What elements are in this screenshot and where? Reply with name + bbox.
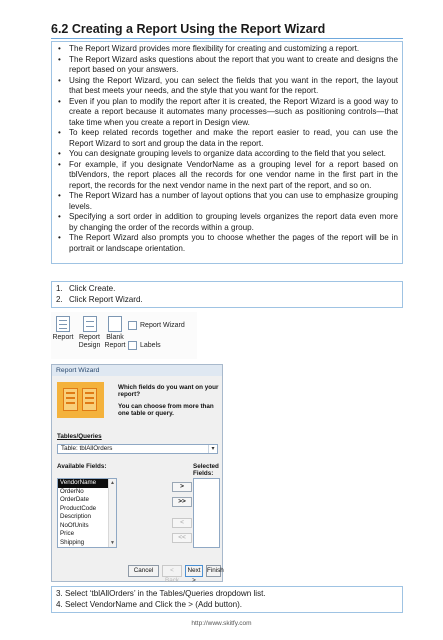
banner-sheet-icon: [63, 388, 78, 411]
bullet-box: [51, 41, 403, 264]
footer-url: http://www.skitfy.com: [191, 620, 252, 627]
create-ribbon: [51, 312, 197, 359]
blank-report-icon: [108, 316, 122, 332]
field-list-item[interactable]: Description: [60, 513, 91, 520]
bullet-item: • The Report Wizard has a number of layout options that you can use to emphasize grouping levels.: [56, 191, 398, 212]
report-design-icon: [83, 316, 97, 332]
next-button[interactable]: Next >: [185, 565, 203, 577]
step-4: 4. Select VendorName and Click the > (Add button).: [56, 599, 243, 609]
bullet-item: • For example, if you designate VendorName as a grouping level for a report based on tblVendors, the report places all the records for one vendor name in the first part in the report, the records for the next vendor name in the next part of the report, and so on.: [56, 160, 398, 192]
available-fields-list[interactable]: [57, 478, 117, 548]
labels-icon: [128, 341, 137, 350]
report-wizard-button[interactable]: Report Wizard: [128, 321, 185, 330]
wizard-banner-image: [57, 382, 104, 418]
step-1: 1. Click Create.: [56, 284, 116, 293]
selected-fields-list[interactable]: [193, 478, 220, 548]
steps-top-box: [51, 281, 403, 308]
field-list-item[interactable]: ProductCode: [60, 504, 97, 512]
cancel-button[interactable]: Cancel: [128, 565, 159, 577]
bullet-item: • The Report Wizard provides more flexibility for creating and customizing a report.: [56, 44, 398, 55]
step-3: 3. Select ‘tblAllOrders’ in the Tables/Queries dropdown list.: [56, 589, 266, 598]
remove-all-fields-button[interactable]: <<: [172, 533, 192, 543]
scroll-down-icon[interactable]: ▼: [110, 540, 115, 546]
report-button[interactable]: Report: [51, 316, 75, 342]
report-design-button[interactable]: Report Design: [77, 316, 102, 350]
field-list-item[interactable]: OrderNo: [60, 487, 84, 495]
section-title: 6.2 Creating a Report Using the Report Wizard: [51, 22, 326, 36]
wizard-question: Which fields do you want on your report?: [118, 384, 219, 398]
field-list-item[interactable]: Price: [60, 530, 75, 537]
banner-sheet-icon: [82, 388, 97, 411]
steps-bottom-box: [51, 586, 403, 613]
report-icon: [56, 316, 70, 332]
dialog-title: Report Wizard: [52, 365, 222, 376]
bullet-item: • The Report Wizard also prompts you to choose whether the pages of the report will be in portrait or landscape orientation.: [56, 233, 398, 254]
tables-queries-dropdown[interactable]: Table: tblAllOrders ▾: [57, 444, 218, 454]
blank-report-button[interactable]: Blank Report: [103, 316, 127, 350]
bullet-item: • Even if you plan to modify the report after it is created, the Report Wizard is a good way to create a report because it automates many processes—such as positioning controls—that take time when you create a report in Design view.: [56, 97, 398, 129]
bullet-item: • To keep related records together and make the report easier to read, you can use the Report Wizard to sort and group the data in the report.: [56, 128, 398, 149]
field-list-item[interactable]: Shipping: [60, 538, 85, 546]
bullet-item: • The Report Wizard asks questions about the report that you want to create and designs the report based on your answers.: [56, 55, 398, 76]
tables-queries-label: Tables/Queries: [57, 433, 102, 440]
wizard-hint: You can choose from more than one table or query.: [118, 403, 214, 417]
step-2: 2. Click Report Wizard.: [56, 294, 143, 304]
field-list-item[interactable]: NoOfUnits: [60, 521, 89, 529]
field-list-item[interactable]: VendorName: [58, 479, 116, 488]
add-all-fields-button[interactable]: >>: [172, 497, 192, 507]
available-fields-label: Available Fields:: [57, 463, 107, 470]
field-list-item[interactable]: OrderDate: [60, 496, 89, 503]
bullet-list: [56, 44, 398, 254]
title-rule: [51, 38, 403, 39]
list-scrollbar[interactable]: [108, 479, 116, 547]
back-button[interactable]: < Back: [162, 565, 182, 577]
labels-button[interactable]: Labels: [128, 341, 161, 350]
scroll-up-icon[interactable]: ▲: [110, 480, 115, 486]
add-field-button[interactable]: >: [172, 482, 192, 492]
remove-field-button[interactable]: <: [172, 518, 192, 528]
finish-button[interactable]: Finish: [206, 565, 221, 577]
report-wizard-dialog: [51, 364, 223, 582]
selected-fields-label: Selected Fields:: [193, 463, 219, 477]
bullet-item: • Using the Report Wizard, you can select the fields that you want in the report, the layout that best meets your needs, and the style that you want for the report.: [56, 76, 398, 97]
report-wizard-icon: [128, 321, 137, 330]
bullet-item: • You can designate grouping levels to organize data according to the field that you select.: [56, 149, 398, 160]
bullet-item: • Specifying a sort order in addition to grouping levels organizes the report data even more by changing the order of the records within a group.: [56, 212, 398, 233]
chevron-down-icon[interactable]: ▾: [208, 445, 217, 453]
